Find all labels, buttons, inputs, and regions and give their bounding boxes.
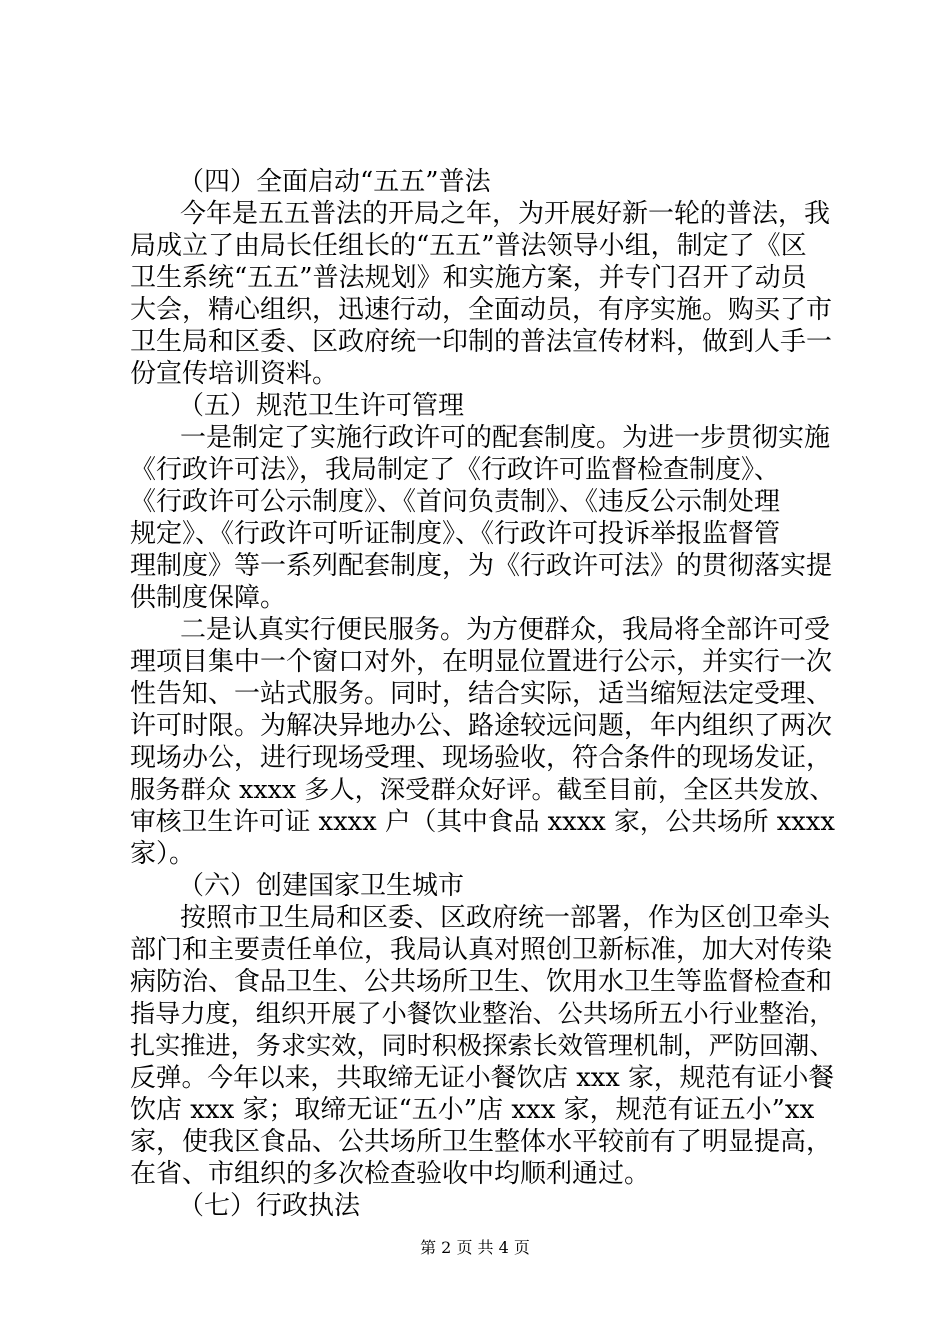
paragraph-line: 卫生局和区委、区政府统一印制的普法宣传材料，做到人手一 xyxy=(130,327,833,357)
section-heading: （七）行政执法 xyxy=(178,1191,361,1221)
paragraph-line: 理制度》等一系列配套制度，为《行政许可法》的贯彻落实提 xyxy=(130,551,833,581)
paragraph-line: 规定》、《行政许可听证制度》、《行政许可投诉举报监督管 xyxy=(130,519,781,549)
paragraph-line: 今年是五五普法的开局之年，为开展好新一轮的普法，我 xyxy=(180,199,831,229)
paragraph-line: 性告知、一站式服务。同时，结合实际，适当缩短法定受理、 xyxy=(130,679,833,709)
paragraph-line: 卫生系统“五五”普法规划》和实施方案，并专门召开了动员 xyxy=(130,263,807,293)
paragraph-line: 现场办公，进行现场受理、现场验收，符合条件的现场发证， xyxy=(130,743,833,773)
paragraph-line: 指导力度，组织开展了小餐饮业整治、公共场所五小行业整治， xyxy=(130,999,835,1028)
paragraph-line: 扎实推进，务求实效，同时积极探索长效管理机制，严防回潮、 xyxy=(130,1031,835,1060)
paragraph-line: 二是认真实行便民服务。为方便群众，我局将全部许可受 xyxy=(180,615,831,645)
section-heading: （五）规范卫生许可管理 xyxy=(178,391,465,421)
paragraph-line: 饮店 xxx 家；取缔无证“五小”店 xxx 家，规范有证五小”xx xyxy=(130,1095,815,1125)
paragraph-line: 反弹。今年以来，共取缔无证小餐饮店 xxx 家，规范有证小餐 xyxy=(130,1063,835,1093)
paragraph-line: 许可时限。为解决异地办公、路途较远问题，年内组织了两次 xyxy=(130,711,833,741)
paragraph-line: 局成立了由局长任组长的“五五”普法领导小组，制定了《区 xyxy=(130,231,807,261)
paragraph-line: 服务群众 xxxx 多人，深受群众好评。截至目前，全区共发放、 xyxy=(130,775,835,804)
paragraph-line: 大会，精心组织，迅速行动，全面动员，有序实施。购买了市 xyxy=(130,295,833,325)
paragraph-line: 份宣传培训资料。 xyxy=(130,359,339,389)
page-footer: 第 2 页 共 4 页 xyxy=(420,1238,530,1257)
paragraph-line: 《行政许可公示制度》、《首问负责制》、《违反公示制处理 xyxy=(130,487,781,517)
paragraph-line: 供制度保障。 xyxy=(130,583,287,613)
document-body xyxy=(130,166,835,1222)
paragraph-line: 家，使我区食品、公共场所卫生整体水平较前有了明显提高， xyxy=(130,1127,833,1157)
paragraph-line: 家）。 xyxy=(130,839,196,869)
section-heading: （六）创建国家卫生城市 xyxy=(178,871,465,901)
paragraph-line: 理项目集中一个窗口对外，在明显位置进行公示，并实行一次 xyxy=(130,647,833,677)
paragraph-line: 按照市卫生局和区委、区政府统一部署，作为区创卫牵头 xyxy=(180,903,831,933)
paragraph-line: 病防治、食品卫生、公共场所卫生、饮用水卫生等监督检查和 xyxy=(130,967,833,997)
paragraph-line: 在省、市组织的多次检查验收中均顺利通过。 xyxy=(130,1159,651,1189)
paragraph-line: 部门和主要责任单位，我局认真对照创卫新标准，加大对传染 xyxy=(130,935,833,965)
paragraph-line: 一是制定了实施行政许可的配套制度。为进一步贯彻实施 xyxy=(180,423,831,453)
paragraph-line: 审核卫生许可证 xxxx 户（其中食品 xxxx 家，公共场所 xxxx xyxy=(130,807,835,837)
section-heading: （四）全面启动“五五”普法 xyxy=(178,167,491,197)
paragraph-line: 《行政许可法》，我局制定了《行政许可监督检查制度》、 xyxy=(130,455,781,485)
